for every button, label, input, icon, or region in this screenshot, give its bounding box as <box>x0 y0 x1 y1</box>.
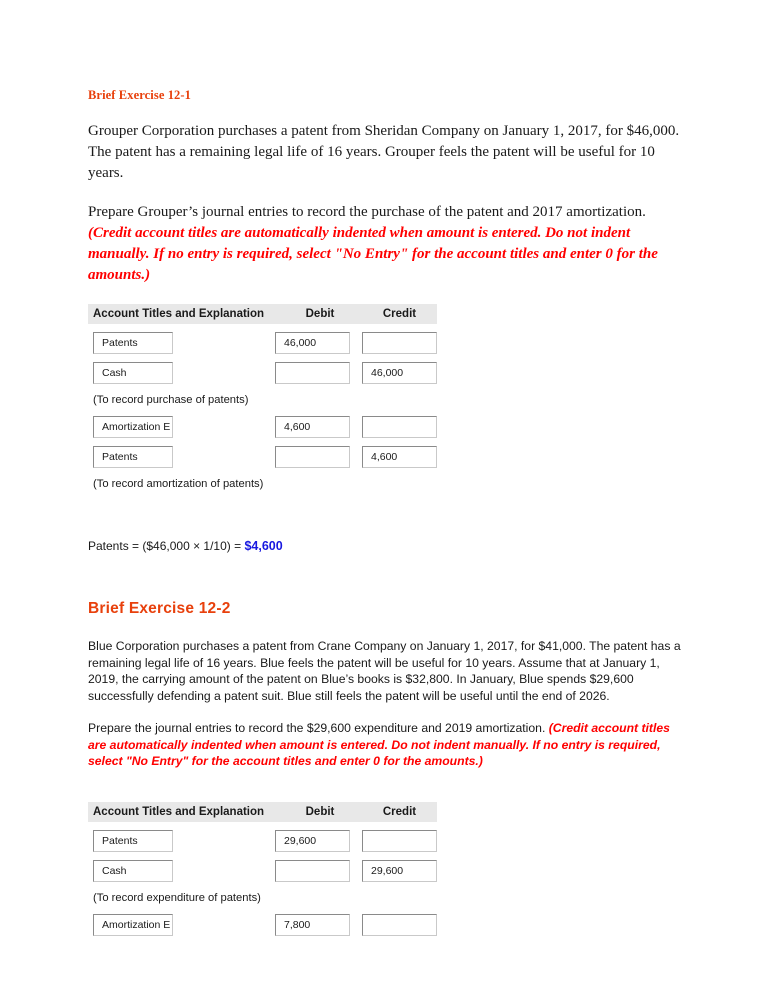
column-header-account: Account Titles and Explanation <box>93 308 265 320</box>
credit-amount-input[interactable]: 29,600 <box>362 860 437 882</box>
instruction-lead-text: Prepare Grouper’s journal entries to record the purchase of the patent and 2017 amortization. <box>88 204 646 220</box>
credit-cell <box>358 332 437 354</box>
table-row <box>88 830 437 852</box>
debit-cell <box>275 362 358 384</box>
table-row <box>88 416 437 438</box>
table-row <box>88 332 437 354</box>
debit-cell <box>275 830 358 852</box>
account-cell <box>88 860 275 882</box>
entry-caption-purchase: (To record purchase of patents) <box>93 394 249 406</box>
debit-amount-input[interactable] <box>275 860 350 882</box>
table-row <box>88 914 437 936</box>
credit-amount-input[interactable] <box>362 332 437 354</box>
credit-cell <box>358 446 437 468</box>
table-header-row <box>88 304 437 324</box>
entry-caption-amortization: (To record amortization of patents) <box>93 478 264 490</box>
credit-amount-input[interactable] <box>362 914 437 936</box>
account-cell <box>88 830 275 852</box>
debit-cell <box>275 860 358 882</box>
exercise-12-1-instruction <box>88 202 688 286</box>
column-header-debit: Debit <box>305 805 335 818</box>
instruction-red-note: (Credit account titles are automatically indented when amount is entered. Do not indent manually. If no entry is required, select "No Entry" for the account titles and enter 0 for the amounts.) <box>88 225 658 283</box>
exercise-12-2-problem-text: Blue Corporation purchases a patent from Crane Company on January 1, 2017, for $41,000. The patent has a remaining legal life of 16 years. Blue feels the patent will be useful for 10 years. Assume that at January 1, 2019, the carrying amount of the patent on Blue’s books is $32,800. In January, Blue spends $29,600 successfully defending a patent suit. Blue still feels the patent will be useful until the end of 2026. <box>88 639 681 703</box>
formula-answer-value: $4,600 <box>244 539 283 553</box>
column-header-credit: Credit <box>382 308 417 320</box>
entry-caption-expenditure: (To record expenditure of patents) <box>93 891 261 904</box>
table-row <box>88 860 437 882</box>
column-header-account: Account Titles and Explanation <box>93 805 265 818</box>
account-title-input[interactable]: Cash <box>93 860 173 882</box>
credit-cell <box>358 860 437 882</box>
amortization-formula <box>88 538 688 554</box>
account-title-input[interactable]: Patents <box>93 332 173 354</box>
formula-expression: Patents = ($46,000 × 1/10) = <box>88 539 245 553</box>
credit-cell <box>358 914 437 936</box>
column-header-debit: Debit <box>305 308 335 320</box>
exercise-12-2-instruction <box>88 720 688 770</box>
debit-amount-input[interactable]: 29,600 <box>275 830 350 852</box>
debit-amount-input[interactable]: 7,800 <box>275 914 350 936</box>
table-row <box>88 446 437 468</box>
credit-amount-input[interactable]: 4,600 <box>362 446 437 468</box>
exercise-12-2-section <box>88 600 688 936</box>
table-header-row <box>88 802 437 822</box>
journal-entry-table-1 <box>88 304 437 492</box>
credit-cell <box>358 416 437 438</box>
debit-amount-input[interactable] <box>275 446 350 468</box>
credit-amount-input[interactable]: 46,000 <box>362 362 437 384</box>
credit-cell <box>358 362 437 384</box>
account-cell <box>88 914 275 936</box>
instruction-red-note: (Credit account titles are automatically indented when amount is entered. Do not indent manually. If no entry is required, select "No Entry" for the account titles and enter 0 for the amounts.) <box>88 721 670 768</box>
debit-cell <box>275 332 358 354</box>
account-cell <box>88 446 275 468</box>
debit-cell <box>275 914 358 936</box>
account-title-input[interactable]: Amortization E <box>93 416 173 438</box>
document-content <box>88 88 688 936</box>
account-cell <box>88 332 275 354</box>
journal-entry-table-2 <box>88 802 437 936</box>
exercise-12-2-heading: Brief Exercise 12-2 <box>88 600 231 617</box>
exercise-12-1-section <box>88 88 688 554</box>
account-title-input[interactable]: Amortization E <box>93 914 173 936</box>
exercise-12-1-problem-text: Grouper Corporation purchases a patent from Sheridan Company on January 1, 2017, for $46,000. The patent has a remaining legal life of 16 years. Grouper feels the patent will be useful for 10 years. <box>88 123 680 181</box>
debit-amount-input[interactable]: 46,000 <box>275 332 350 354</box>
account-title-input[interactable]: Patents <box>93 446 173 468</box>
debit-cell <box>275 416 358 438</box>
debit-amount-input[interactable] <box>275 362 350 384</box>
instruction-lead-text: Prepare the journal entries to record the $29,600 expenditure and 2019 amortization. <box>88 721 549 735</box>
debit-cell <box>275 446 358 468</box>
column-header-credit: Credit <box>382 805 417 818</box>
debit-amount-input[interactable]: 4,600 <box>275 416 350 438</box>
credit-amount-input[interactable] <box>362 416 437 438</box>
account-title-input[interactable]: Cash <box>93 362 173 384</box>
account-title-input[interactable]: Patents <box>93 830 173 852</box>
credit-cell <box>358 830 437 852</box>
table-row <box>88 362 437 384</box>
credit-amount-input[interactable] <box>362 830 437 852</box>
account-cell <box>88 362 275 384</box>
account-cell <box>88 416 275 438</box>
exercise-12-1-heading: Brief Exercise 12-1 <box>88 88 192 102</box>
